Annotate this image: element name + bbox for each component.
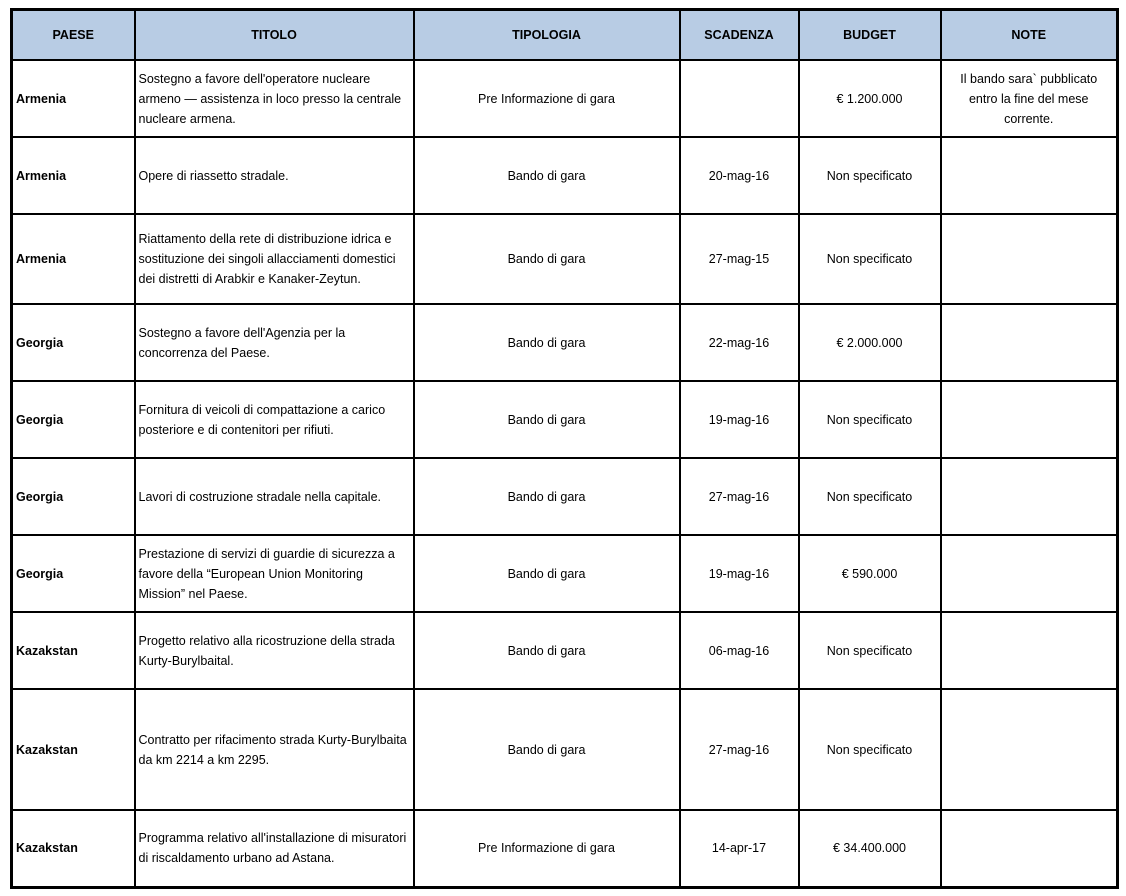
cell-titolo: Programma relativo all'installazione di misuratori di riscaldamento urbano ad Astana. — [135, 810, 414, 887]
cell-note — [941, 612, 1118, 689]
cell-note — [941, 458, 1118, 535]
cell-budget: Non specificato — [799, 612, 941, 689]
cell-paese: Georgia — [12, 535, 135, 612]
cell-paese: Georgia — [12, 381, 135, 458]
cell-scadenza: 27-mag-16 — [680, 689, 799, 810]
cell-budget: € 590.000 — [799, 535, 941, 612]
cell-note — [941, 304, 1118, 381]
table-row — [12, 214, 1118, 304]
cell-tipologia: Bando di gara — [414, 304, 680, 381]
table-row — [12, 381, 1118, 458]
cell-budget: € 34.400.000 — [799, 810, 941, 887]
table-row — [12, 137, 1118, 214]
cell-scadenza: 14-apr-17 — [680, 810, 799, 887]
cell-titolo: Prestazione di servizi di guardie di sicurezza a favore della “European Union Monitoring Mission” nel Paese. — [135, 535, 414, 612]
cell-budget: Non specificato — [799, 137, 941, 214]
cell-tipologia: Pre Informazione di gara — [414, 810, 680, 887]
cell-tipologia: Bando di gara — [414, 214, 680, 304]
cell-titolo: Fornitura di veicoli di compattazione a carico posteriore e di contenitori per rifiuti. — [135, 381, 414, 458]
cell-scadenza: 20-mag-16 — [680, 137, 799, 214]
cell-paese: Armenia — [12, 137, 135, 214]
cell-note — [941, 810, 1118, 887]
table-row — [12, 689, 1118, 810]
cell-titolo: Riattamento della rete di distribuzione idrica e sostituzione dei singoli allacciamenti domestici dei distretti di Arabkir e Kanaker-Zeytun. — [135, 214, 414, 304]
cell-tipologia: Bando di gara — [414, 535, 680, 612]
cell-titolo: Contratto per rifacimento strada Kurty-Burylbaita da km 2214 a km 2295. — [135, 689, 414, 810]
cell-note — [941, 381, 1118, 458]
cell-scadenza: 22-mag-16 — [680, 304, 799, 381]
cell-titolo: Sostegno a favore dell'operatore nucleare armeno — assistenza in loco presso la centrale nucleare armena. — [135, 60, 414, 137]
header-paese: PAESE — [12, 10, 135, 61]
header-titolo: TITOLO — [135, 10, 414, 61]
cell-paese: Georgia — [12, 458, 135, 535]
header-row — [12, 10, 1118, 61]
header-tipologia: TIPOLOGIA — [414, 10, 680, 61]
cell-paese: Kazakstan — [12, 810, 135, 887]
header-scadenza: SCADENZA — [680, 10, 799, 61]
cell-tipologia: Bando di gara — [414, 689, 680, 810]
cell-note — [941, 689, 1118, 810]
table-row — [12, 810, 1118, 887]
cell-note — [941, 535, 1118, 612]
table-row — [12, 458, 1118, 535]
cell-scadenza — [680, 60, 799, 137]
tenders-table — [10, 8, 1119, 889]
cell-paese: Georgia — [12, 304, 135, 381]
cell-budget: € 2.000.000 — [799, 304, 941, 381]
cell-note: Il bando sara` pubblicato entro la fine del mese corrente. — [941, 60, 1118, 137]
cell-scadenza: 06-mag-16 — [680, 612, 799, 689]
cell-note — [941, 137, 1118, 214]
header-budget: BUDGET — [799, 10, 941, 61]
table-row — [12, 60, 1118, 137]
cell-titolo: Sostegno a favore dell'Agenzia per la concorrenza del Paese. — [135, 304, 414, 381]
cell-paese: Kazakstan — [12, 689, 135, 810]
cell-tipologia: Bando di gara — [414, 137, 680, 214]
cell-budget: Non specificato — [799, 689, 941, 810]
cell-scadenza: 19-mag-16 — [680, 535, 799, 612]
cell-budget: Non specificato — [799, 214, 941, 304]
cell-scadenza: 27-mag-15 — [680, 214, 799, 304]
cell-paese: Armenia — [12, 60, 135, 137]
table-row — [12, 304, 1118, 381]
cell-titolo: Progetto relativo alla ricostruzione della strada Kurty-Burylbaital. — [135, 612, 414, 689]
table-row — [12, 535, 1118, 612]
cell-titolo: Lavori di costruzione stradale nella capitale. — [135, 458, 414, 535]
cell-titolo: Opere di riassetto stradale. — [135, 137, 414, 214]
cell-budget: Non specificato — [799, 458, 941, 535]
cell-paese: Kazakstan — [12, 612, 135, 689]
cell-scadenza: 27-mag-16 — [680, 458, 799, 535]
cell-tipologia: Bando di gara — [414, 612, 680, 689]
cell-tipologia: Bando di gara — [414, 381, 680, 458]
cell-budget: Non specificato — [799, 381, 941, 458]
cell-scadenza: 19-mag-16 — [680, 381, 799, 458]
cell-tipologia: Pre Informazione di gara — [414, 60, 680, 137]
table-row — [12, 612, 1118, 689]
cell-budget: € 1.200.000 — [799, 60, 941, 137]
cell-paese: Armenia — [12, 214, 135, 304]
cell-tipologia: Bando di gara — [414, 458, 680, 535]
cell-note — [941, 214, 1118, 304]
header-note: NOTE — [941, 10, 1118, 61]
